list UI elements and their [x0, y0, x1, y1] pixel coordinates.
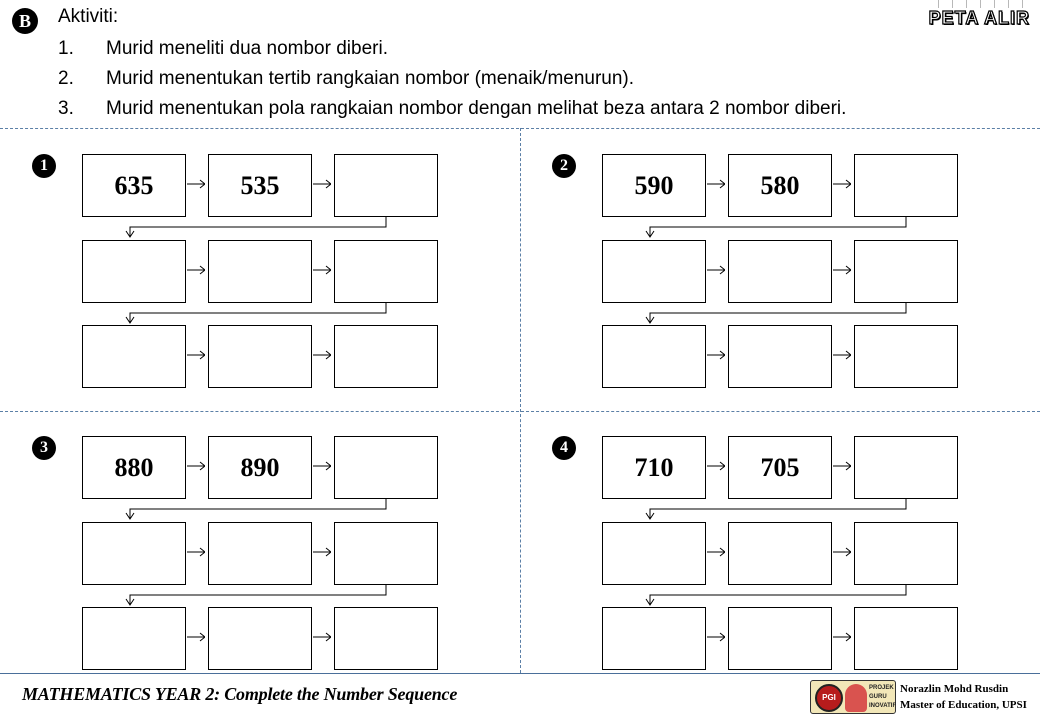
blank-answer-box — [854, 522, 958, 585]
arrow-right-icon — [833, 461, 851, 471]
arrow-right-icon — [187, 632, 205, 642]
given-number-box: 635 — [82, 154, 186, 217]
panel-number-badge: 3 — [32, 436, 56, 460]
blank-answer-box — [602, 240, 706, 303]
blank-answer-box — [334, 522, 438, 585]
blank-answer-box — [728, 325, 832, 388]
row-connector-arrow — [645, 303, 911, 325]
row-connector-arrow — [645, 585, 911, 607]
arrow-right-icon — [833, 632, 851, 642]
arrow-right-icon — [833, 547, 851, 557]
blank-answer-box — [854, 154, 958, 217]
arrow-right-icon — [187, 179, 205, 189]
blank-answer-box — [854, 436, 958, 499]
logo-decoration — [929, 0, 1030, 8]
blank-answer-box — [854, 607, 958, 670]
panel-number-badge: 1 — [32, 154, 56, 178]
arrow-right-icon — [187, 547, 205, 557]
logo-caption: PROJEK GURU INOVATIF — [869, 685, 897, 709]
arrow-right-icon — [187, 461, 205, 471]
blank-answer-box — [334, 240, 438, 303]
given-number-box: 580 — [728, 154, 832, 217]
arrow-right-icon — [707, 265, 725, 275]
row-connector-arrow — [125, 499, 391, 521]
activity-header — [0, 0, 1040, 128]
arrow-right-icon — [707, 632, 725, 642]
arrow-right-icon — [833, 265, 851, 275]
given-number-box: 710 — [602, 436, 706, 499]
blank-answer-box — [82, 522, 186, 585]
arrow-right-icon — [313, 179, 331, 189]
row-connector-arrow — [125, 217, 391, 239]
step-2: 2. Murid menentukan tertib rangkaian nombor (menaik/menurun). — [58, 68, 635, 89]
step-1: 1. Murid meneliti dua nombor diberi. — [58, 38, 388, 59]
panel-1 — [0, 128, 520, 398]
section-badge-b: B — [12, 8, 38, 34]
row-connector-arrow — [645, 217, 911, 239]
author-portrait-icon — [845, 684, 867, 712]
projek-guru-inovatif-logo — [810, 680, 896, 714]
blank-answer-box — [208, 240, 312, 303]
blank-answer-box — [728, 522, 832, 585]
arrow-right-icon — [707, 461, 725, 471]
blank-answer-box — [602, 607, 706, 670]
arrow-right-icon — [313, 547, 331, 557]
panel-number-badge: 2 — [552, 154, 576, 178]
footer-title: MATHEMATICS YEAR 2: Complete the Number Sequence — [22, 684, 458, 704]
given-number-box: 880 — [82, 436, 186, 499]
panel-number-badge: 4 — [552, 436, 576, 460]
blank-answer-box — [854, 240, 958, 303]
arrow-right-icon — [187, 350, 205, 360]
blank-answer-box — [334, 607, 438, 670]
step-3: 3. Murid menentukan pola rangkaian nombor dengan melihat beza antara 2 nombor diberi. — [58, 98, 847, 119]
row-connector-arrow — [645, 499, 911, 521]
arrow-right-icon — [833, 179, 851, 189]
arrow-right-icon — [313, 461, 331, 471]
arrow-right-icon — [313, 265, 331, 275]
blank-answer-box — [208, 522, 312, 585]
blank-answer-box — [82, 325, 186, 388]
peta-alir-logo: PETA ALIR — [929, 8, 1030, 29]
given-number-box: 535 — [208, 154, 312, 217]
blank-answer-box — [208, 607, 312, 670]
blank-answer-box — [602, 522, 706, 585]
pgi-emblem-icon: PGI — [815, 684, 843, 712]
blank-answer-box — [208, 325, 312, 388]
panel-2 — [520, 128, 1040, 398]
blank-answer-box — [602, 325, 706, 388]
blank-answer-box — [334, 325, 438, 388]
author-credit: Norazlin Mohd Rusdin Master of Education, UPSI — [900, 683, 1027, 711]
panel-4 — [520, 410, 1040, 680]
blank-answer-box — [728, 240, 832, 303]
footer-divider — [0, 673, 1040, 674]
arrow-right-icon — [707, 547, 725, 557]
row-connector-arrow — [125, 303, 391, 325]
arrow-right-icon — [313, 350, 331, 360]
given-number-box: 890 — [208, 436, 312, 499]
arrow-right-icon — [187, 265, 205, 275]
blank-answer-box — [82, 607, 186, 670]
blank-answer-box — [82, 240, 186, 303]
given-number-box: 590 — [602, 154, 706, 217]
panel-3 — [0, 410, 520, 680]
arrow-right-icon — [313, 632, 331, 642]
blank-answer-box — [728, 607, 832, 670]
activity-title: Aktiviti: — [58, 6, 119, 27]
blank-answer-box — [854, 325, 958, 388]
arrow-right-icon — [833, 350, 851, 360]
given-number-box: 705 — [728, 436, 832, 499]
row-connector-arrow — [125, 585, 391, 607]
arrow-right-icon — [707, 350, 725, 360]
arrow-right-icon — [707, 179, 725, 189]
blank-answer-box — [334, 436, 438, 499]
blank-answer-box — [334, 154, 438, 217]
